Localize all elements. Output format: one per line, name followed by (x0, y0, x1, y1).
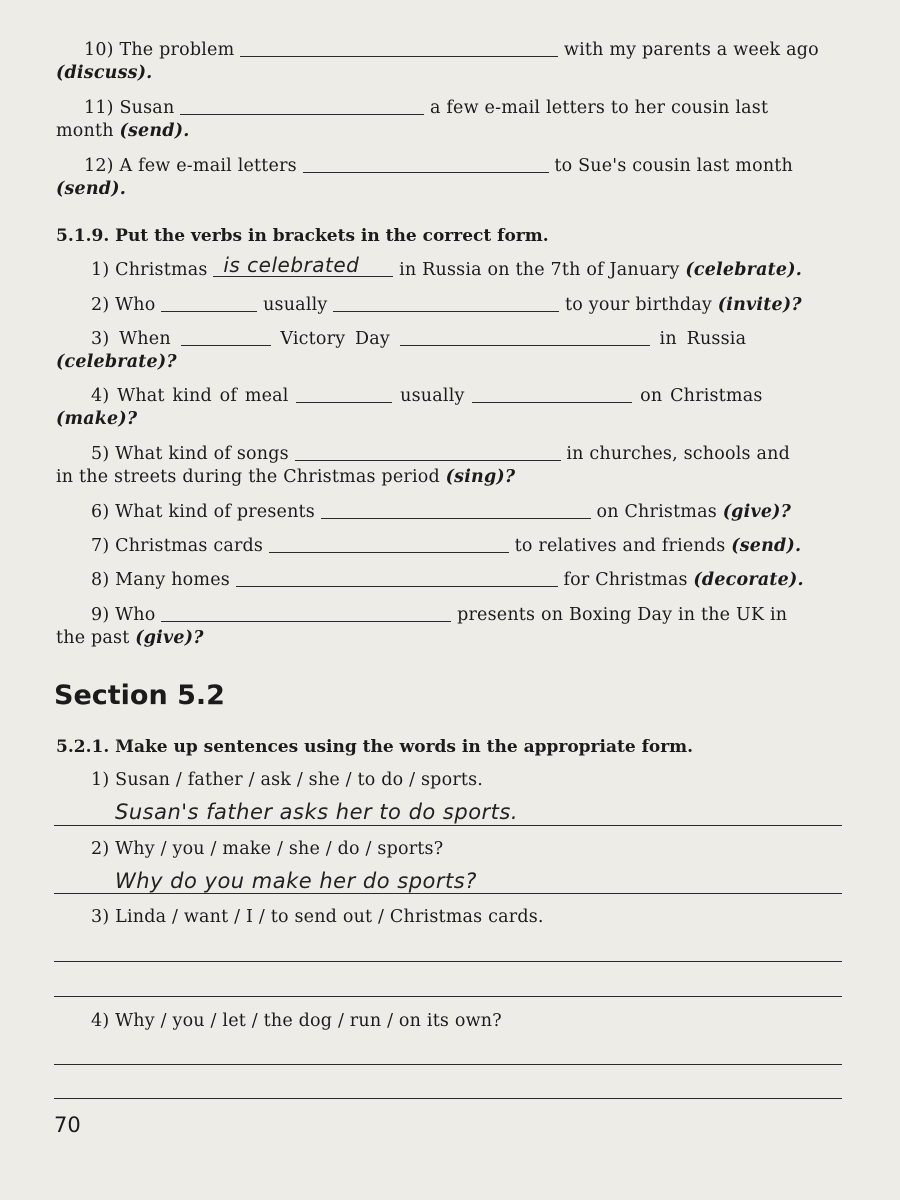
item-text: Victory Day (280, 329, 391, 349)
answer-blank[interactable] (240, 40, 558, 57)
verb-hint: (celebrate). (685, 260, 802, 280)
ex521-prompt-3: 3) Linda / want / I / to send out / Christmas cards. (91, 907, 544, 927)
ex519-item-9-line2 (56, 628, 204, 648)
ex519-item-6 (91, 502, 791, 522)
exercise-heading-521: 5.2.1. Make up sentences using the words in the appropriate form. (56, 737, 694, 757)
item-text: usually (263, 295, 328, 315)
item-text: 6) What kind of presents (91, 502, 315, 522)
handwritten-answer: is celebrated (223, 253, 360, 277)
verb-hint: (send). (56, 179, 126, 199)
item-number: 12) (84, 156, 114, 176)
item-text: a few e-mail letters to her cousin last (429, 98, 769, 118)
verb-hint: (celebrate)? (56, 352, 177, 372)
handwritten-answer: Why do you make her do sports? (115, 869, 477, 893)
answer-blank[interactable] (333, 295, 559, 312)
answer-blank[interactable] (303, 156, 549, 173)
verb-hint: (give)? (135, 628, 204, 648)
item-text: 9) Who (91, 605, 156, 625)
item-text: with my parents a week ago (563, 40, 819, 60)
item-text: 2) Who (91, 295, 156, 315)
item-12-line2 (56, 179, 126, 199)
item-text: in Russia on the 7th of January (399, 260, 680, 280)
item-11-line1 (84, 98, 768, 118)
ex519-item-7 (91, 536, 801, 556)
ex521-prompt-1: 1) Susan / father / ask / she / to do / sports. (91, 770, 484, 790)
ex519-item-1 (91, 253, 802, 280)
item-10-line1 (84, 40, 819, 60)
ex519-item-5-line2 (56, 467, 515, 487)
answer-blank[interactable] (400, 329, 650, 346)
answer-line[interactable] (54, 960, 842, 962)
verb-hint: (invite)? (717, 295, 802, 315)
ex519-item-3 (91, 329, 746, 349)
item-text: in churches, schools and (566, 444, 790, 464)
verb-hint: (decorate). (693, 570, 804, 590)
answer-blank[interactable] (472, 386, 632, 403)
ex519-item-2 (91, 295, 802, 315)
item-12-line1 (84, 156, 793, 176)
answer-blank[interactable] (236, 570, 558, 587)
verb-hint: (discuss). (56, 63, 153, 83)
item-text: to relatives and friends (514, 536, 726, 556)
item-text: The problem (119, 40, 235, 60)
item-10-line2 (56, 63, 152, 83)
answer-blank[interactable] (321, 502, 591, 519)
item-text: in Russia (659, 329, 747, 349)
item-text: 5) What kind of songs (91, 444, 289, 464)
item-text: 7) Christmas cards (91, 536, 264, 556)
verb-hint: (send). (731, 536, 802, 556)
item-text: 4) What kind of meal (91, 386, 289, 406)
answer-line[interactable] (54, 995, 842, 997)
ex519-item-8 (91, 570, 804, 590)
answer-line[interactable] (54, 1097, 842, 1099)
item-text: the past (56, 628, 130, 648)
answer-line[interactable] (54, 1063, 842, 1065)
ex521-prompt-4: 4) Why / you / let / the dog / run / on its own? (91, 1011, 502, 1031)
item-text: A few e-mail letters (119, 156, 297, 176)
ex521-prompt-2: 2) Why / you / make / she / do / sports? (91, 839, 444, 859)
item-text: for Christmas (563, 570, 688, 590)
section-title: Section 5.2 (54, 680, 225, 711)
item-text: usually (400, 386, 465, 406)
exercise-heading-519: 5.1.9. Put the verbs in brackets in the correct form. (56, 226, 549, 246)
ex519-item-9 (91, 605, 787, 625)
item-text: to your birthday (565, 295, 712, 315)
ex519-item-4 (91, 386, 763, 406)
verb-hint: (give)? (722, 502, 792, 522)
answer-blank[interactable] (180, 98, 424, 115)
verb-hint: (sing)? (445, 467, 516, 487)
item-11-line2 (56, 121, 189, 141)
verb-hint: (send). (119, 121, 190, 141)
ex519-item-4-line2 (56, 409, 137, 429)
answer-blank[interactable] (161, 295, 257, 312)
answer-blank[interactable] (269, 536, 509, 553)
answer-line[interactable] (54, 824, 842, 826)
answer-blank[interactable] (181, 329, 271, 346)
item-text: to Sue's cousin last month (554, 156, 793, 176)
verb-hint: (make)? (56, 409, 138, 429)
answer-line[interactable] (54, 892, 842, 894)
item-number: 10) (84, 40, 114, 60)
item-number: 11) (84, 98, 114, 118)
page-number: 70 (54, 1113, 81, 1137)
answer-blank[interactable] (161, 605, 451, 622)
item-text: on Christmas (596, 502, 717, 522)
item-text: 3) When (91, 329, 171, 349)
item-text: 8) Many homes (91, 570, 230, 590)
answer-blank[interactable] (213, 253, 393, 277)
item-text: on Christmas (640, 386, 763, 406)
answer-blank[interactable] (295, 444, 561, 461)
item-text: 1) Christmas (91, 260, 208, 280)
ex519-item-5 (91, 444, 790, 464)
item-text: presents on Boxing Day in the UK in (457, 605, 788, 625)
item-text: in the streets during the Christmas period (56, 467, 440, 487)
handwritten-answer: Susan's father asks her to do sports. (115, 800, 519, 824)
answer-blank[interactable] (296, 386, 392, 403)
item-text: Susan (119, 98, 175, 118)
ex519-item-3-line2 (56, 352, 177, 372)
item-text: month (56, 121, 114, 141)
